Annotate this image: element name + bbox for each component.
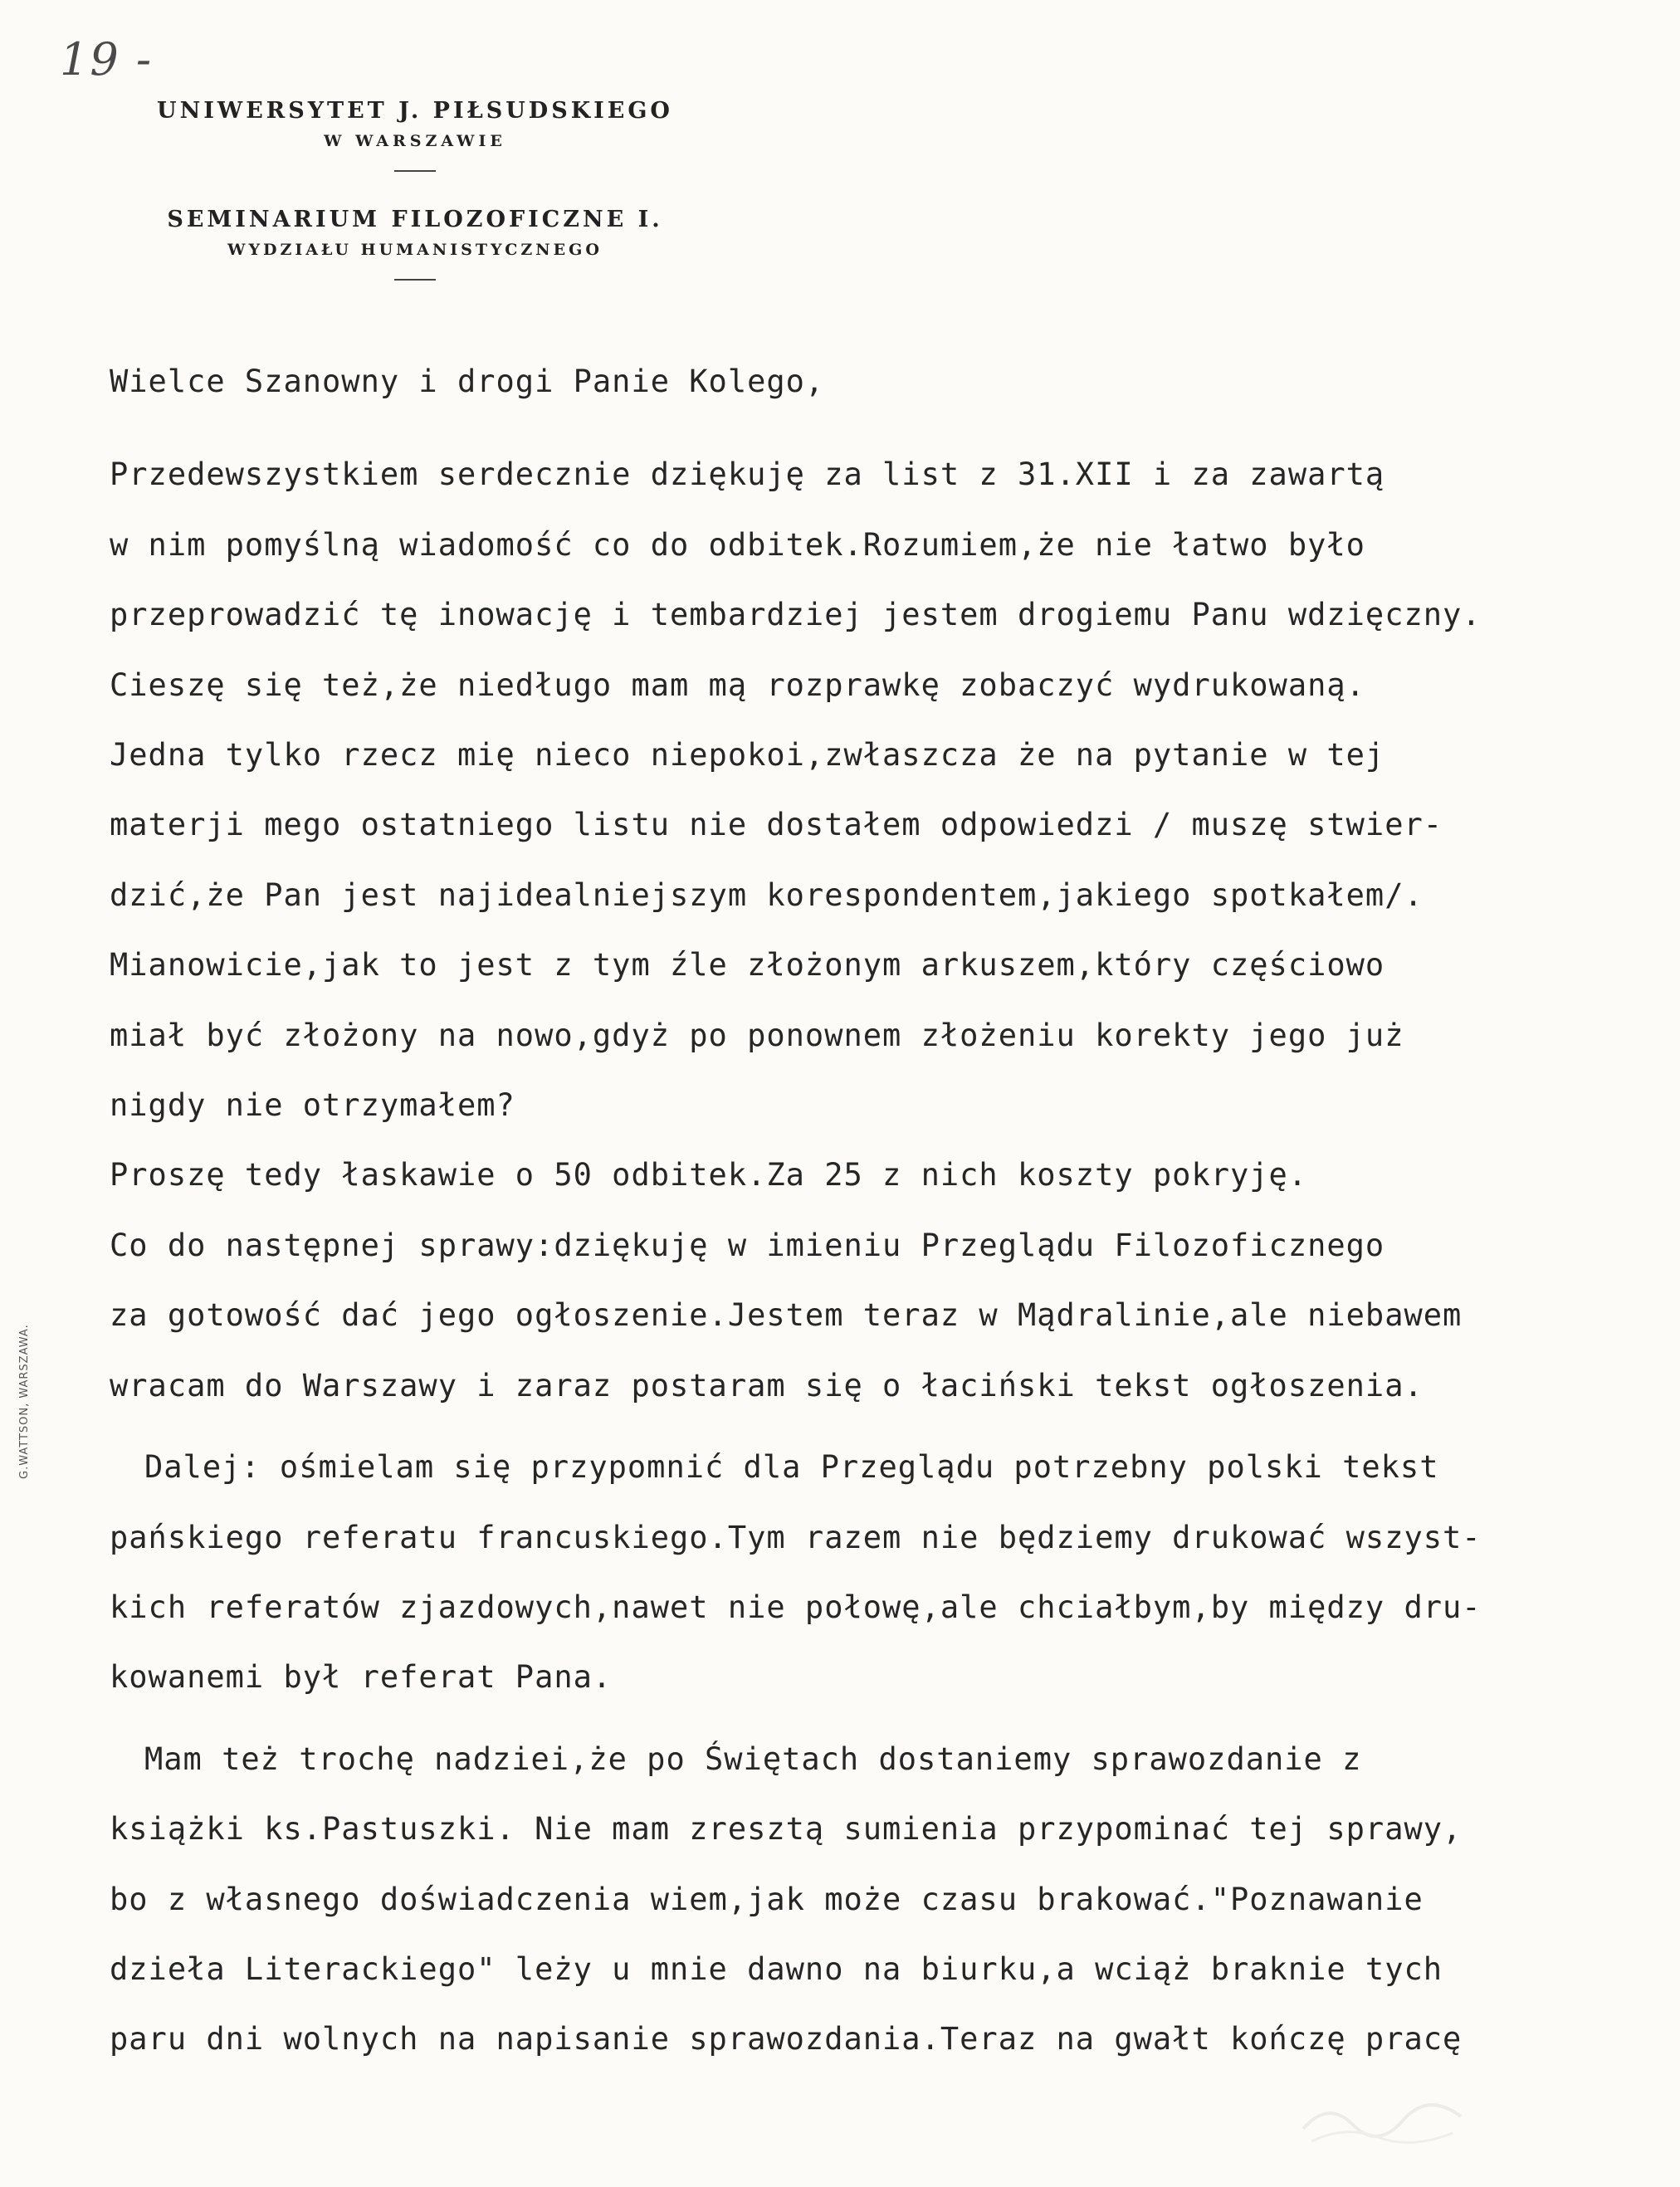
body-line: Dalej: ośmielam się przypomnić dla Przeglądu potrzebny polski tekst (144, 1449, 1439, 1486)
letterhead-divider (394, 170, 436, 172)
body-line: paru dni wolnych na napisanie sprawozdania.Teraz na gwałt kończę pracę (110, 2021, 1463, 2058)
body-line: Jedna tylko rzecz mię nieco niepokoi,zwłaszcza że na pytanie w tej (110, 737, 1385, 774)
letterhead-city: W WARSZAWIE (324, 132, 506, 150)
letterhead (116, 98, 714, 281)
body-line: Co do następnej sprawy:dziękuję w imieniu Przeglądu Filozoficznego (110, 1227, 1385, 1263)
body-line: przeprowadzić tę inowację i tembardziej jestem drogiemu Panu wdzięczny. (110, 597, 1482, 633)
body-line: Mam też trochę nadziei,że po Świętach dostaniemy sprawozdanie z (144, 1740, 1362, 1777)
letterhead-seminar: SEMINARIUM FILOZOFICZNE I. (167, 207, 663, 232)
body-line: nigdy nie otrzymałem? (110, 1087, 515, 1124)
folio-number: 19 - (60, 33, 154, 85)
letterhead-institution: UNIWERSYTET J. PIŁSUDSKIEGO (157, 98, 673, 124)
body-line: dzić,że Pan jest najidealniejszym korespondentem,jakiego spotkałem/. (110, 876, 1424, 913)
body-line: kich referatów zjazdowych,nawet nie połowę,ale chciałbym,by między dru- (110, 1589, 1482, 1625)
body-line: Proszę tedy łaskawie o 50 odbitek.Za 25 z nich koszty pokryję. (110, 1157, 1308, 1194)
body-line: pańskiego referatu francuskiego.Tym razem nie będziemy drukować wszyst- (110, 1519, 1482, 1555)
faint-stamp-mark (1295, 2092, 1477, 2150)
body-line: Mianowicie,jak to jest z tym źle złożonym arkuszem,który częściowo (110, 947, 1385, 984)
printer-imprint: G.WATTSON, WARSZAWA. (18, 1324, 31, 1479)
body-line: książki ks.Pastuszki. Nie mam zresztą sumienia przypominać tej sprawy, (110, 1811, 1463, 1848)
body-line: wracam do Warszawy i zaraz postaram się o łaciński tekst ogłoszenia. (110, 1367, 1424, 1403)
letterhead-faculty: WYDZIAŁU HUMANISTYCZNEGO (227, 241, 603, 259)
letterhead-divider (394, 279, 436, 281)
body-line: Cieszę się też,że niedługo mam mą rozprawkę zobaczyć wydrukowaną. (110, 666, 1365, 703)
body-line: za gotowość dać jego ogłoszenie.Jestem teraz w Mądralinie,ale niebawem (110, 1297, 1463, 1334)
letter-body (110, 347, 1620, 2075)
body-line: Przedewszystkiem serdecznie dziękuję za list z 31.XII i za zawartą (110, 456, 1385, 493)
body-line: miał być złożony na nowo,gdyż po ponownem złożeniu korekty jego już (110, 1017, 1404, 1053)
body-line: bo z własnego doświadczenia wiem,jak może czasu brakować."Poznawanie (110, 1881, 1424, 1917)
body-line: materji mego ostatniego listu nie dostałem odpowiedzi / muszę stwier- (110, 807, 1443, 843)
salutation: Wielce Szanowny i drogi Panie Kolego, (110, 364, 825, 399)
body-line: w nim pomyślną wiadomość co do odbitek.Rozumiem,że nie łatwo było (110, 526, 1365, 563)
body-line: kowanemi był referat Pana. (110, 1659, 613, 1696)
body-line: dzieła Literackiego" leży u mnie dawno na biurku,a wciąż braknie tych (110, 1950, 1443, 1987)
